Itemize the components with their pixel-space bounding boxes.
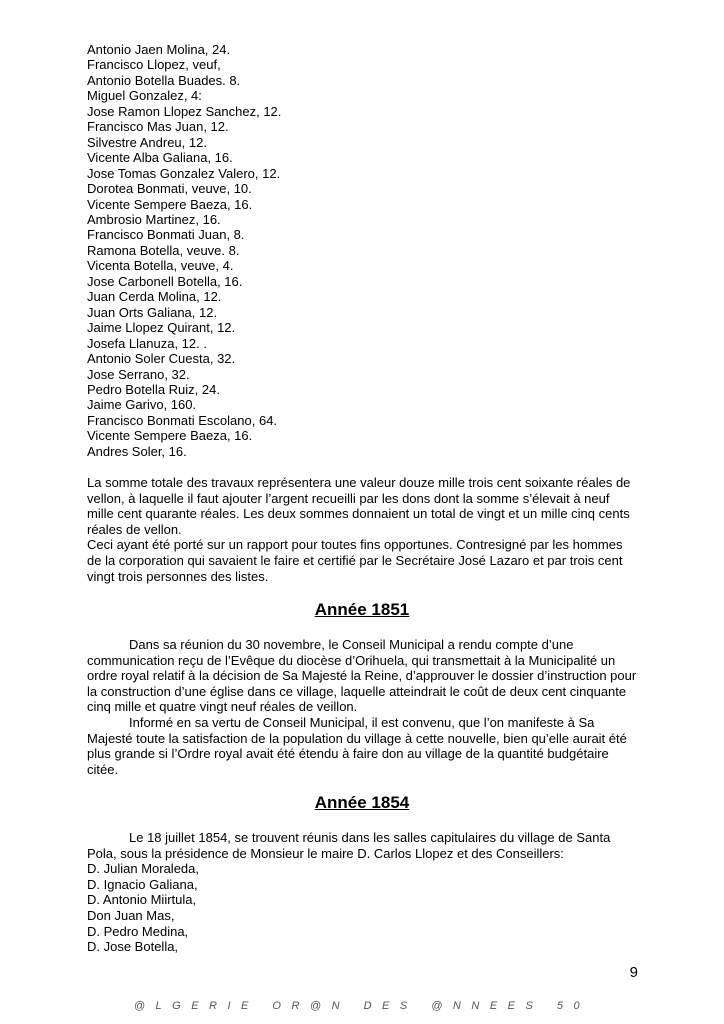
list-item: Juan Cerda Molina, 12. xyxy=(87,289,222,305)
summary-paragraph: La somme totale des travaux représentera une valeur douze mille trois cent soixante réales de vellon, à laquelle il faut ajouter l’argent recueilli par les dons dont la somme s’élevait à neuf mille cent quarante réales. Les deux sommes donnaient un total de vingt et un mille cinq cents réales de vellon. xyxy=(87,475,631,537)
footer-text: @LGERIE OR@N DES @NNEES 50 xyxy=(133,1000,591,1012)
list-item: Francisco Mas Juan, 12. xyxy=(87,119,229,135)
list-item: Jaime Llopez Quirant, 12. xyxy=(87,320,236,336)
heading-1851: Année 1851 xyxy=(314,600,410,619)
councillor-item: D. Jose Botella, xyxy=(87,939,179,955)
list-item: Miguel Gonzalez, 4: xyxy=(87,88,202,104)
councillor-item: Don Juan Mas, xyxy=(87,907,175,923)
summary-block xyxy=(87,475,639,584)
list-item: Jose Tomas Gonzalez Valero, 12. xyxy=(87,165,281,181)
list-item: Silvestre Andreu, 12. xyxy=(87,134,207,150)
list-item: Josefa Llanuza, 12. . xyxy=(87,335,207,351)
list-item: Antonio Botella Buades. 8. xyxy=(87,72,241,88)
councillor-item: D. Ignacio Galiana, xyxy=(87,876,198,892)
list-item: Vicente Sempere Baeza, 16. xyxy=(87,428,253,444)
list-item: Ambrosio Martinez, 16. xyxy=(87,211,221,227)
list-item: Jose Ramon Llopez Sanchez, 12. xyxy=(87,103,282,119)
list-item: Jose Serrano, 32. xyxy=(87,366,190,382)
list-item: Jaime Garivo, 160. xyxy=(87,397,197,413)
list-item: Francisco Bonmati Juan, 8. xyxy=(87,227,245,243)
list-item: Francisco Bonmati Escolano, 64. xyxy=(87,412,278,428)
heading-1854: Année 1854 xyxy=(314,793,410,812)
list-item: Ramona Botella, veuve. 8. xyxy=(87,242,240,258)
list-item: Francisco Llopez, veuf, xyxy=(87,57,221,73)
list-item: Dorotea Bonmati, veuve, 10. xyxy=(87,181,252,197)
list-item: Jose Carbonell Botella, 16. xyxy=(87,273,243,289)
paragraph-1854-meeting: Le 18 juillet 1854, se trouvent réunis dans les salles capitulaires du village de Santa Pola, sous la présidence de Monsieur le maire D. Carlos Llopez et des Conseillers: xyxy=(87,830,611,861)
councillor-item: D. Antonio Miirtula, xyxy=(87,892,197,908)
list-item: Antonio Soler Cuesta, 32. xyxy=(87,351,236,367)
list-item: Antonio Jaen Molina, 24. xyxy=(87,42,231,57)
list-item: Vicente Sempere Baeza, 16. xyxy=(87,196,253,212)
certification-paragraph: Ceci ayant été porté sur un rapport pour toutes fins opportunes. Contresigné par les hommes de la corporation qui savaient le faire et certifié par le Secrétaire José Lazaro et par trois cent vingt trois personnes des listes. xyxy=(87,537,623,584)
list-item: Vicente Alba Galiana, 16. xyxy=(87,150,233,166)
list-item: Vicenta Botella, veuve, 4. xyxy=(87,258,234,274)
councillor-item: D. Pedro Medina, xyxy=(87,923,189,939)
councillor-item: D. Julian Moraleda, xyxy=(87,861,199,877)
section-1854 xyxy=(87,830,639,955)
paragraph-1851-council: Dans sa réunion du 30 novembre, le Conseil Municipal a rendu compte d’une communication reçu de l’Evêque du diocèse d’Orihuela, qui transmettait à la Municipalité un ordre royal relatif à la décision de Sa Majesté la Reine, d’approuver le dossier d’instruction pour la construction d’une église dans ce village, laquelle atteindrait le coût de deux cent cinquante cinq mille et quatre vingt neuf réales de veillon. xyxy=(87,637,637,715)
list-item: Juan Orts Galiana, 12. xyxy=(87,304,218,320)
donor-list xyxy=(87,42,281,459)
paragraph-1851-response: Informé en sa vertu de Conseil Municipal, il est convenu, que l’on manifeste à Sa Majesté toute la satisfaction de la population du village à cette nouvelle, bien qu’elle aurait été plus grande si l’Ordre royal avait été étendu à faire don au village de la quantité budgétaire citée. xyxy=(87,714,627,777)
list-item: Pedro Botella Ruiz, 24. xyxy=(87,381,220,397)
section-1851 xyxy=(87,637,639,777)
list-item: Andres Soler, 16. xyxy=(87,443,187,459)
page-number: 9 xyxy=(629,964,638,981)
